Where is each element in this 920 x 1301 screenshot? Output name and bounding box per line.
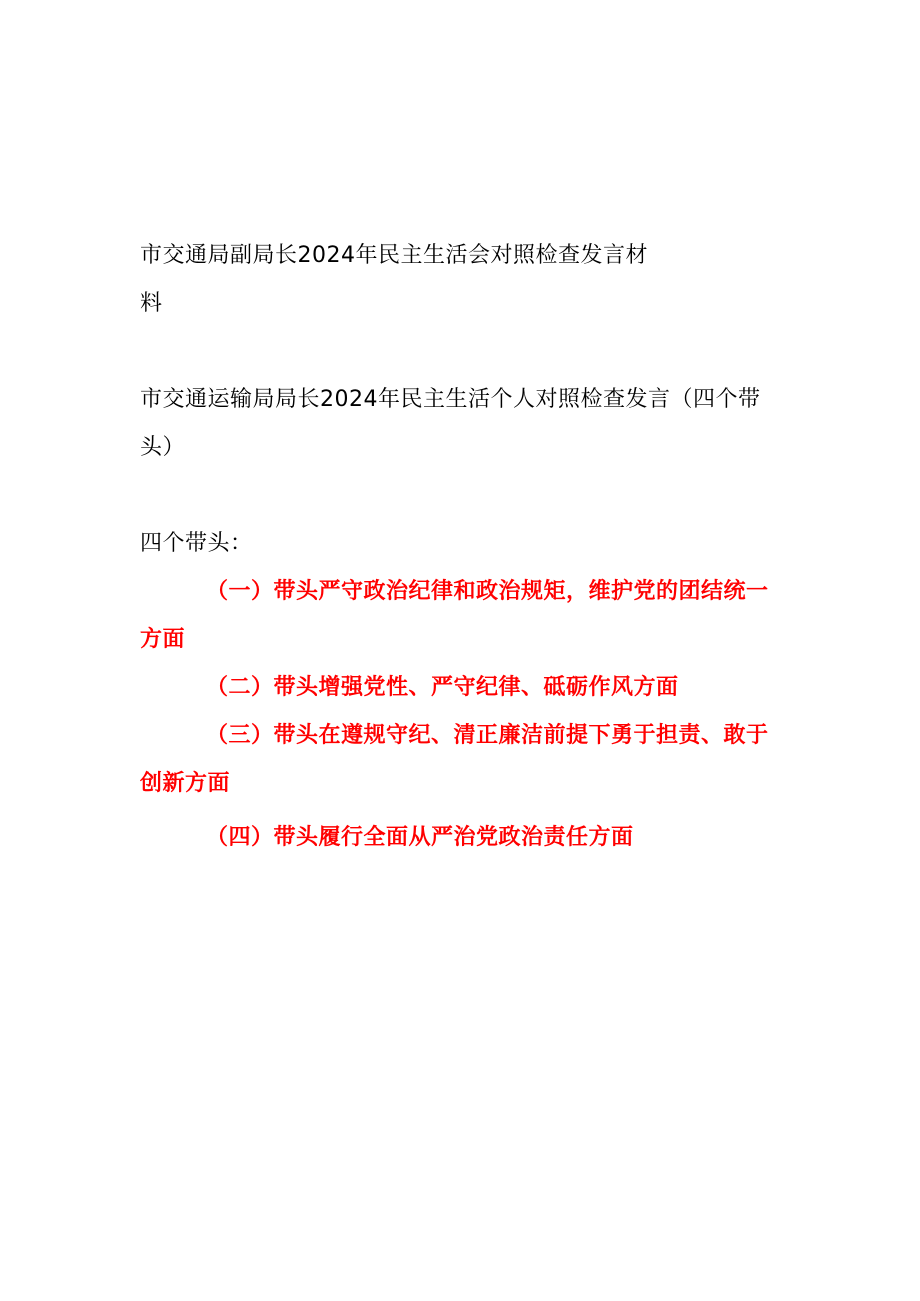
list-item: （一）带头严守政治纪律和政治规矩，维护党的团结统一方面 [140, 579, 769, 652]
list-item: （三）带头在遵规守纪、清正廉洁前提下勇于担责、敢于创新方面 [140, 723, 769, 796]
list-item: （二）带头增强党性、严守纪律、砥砺作风方面 [206, 675, 679, 700]
document-title-2: 市交通运输局局长2024年民主生活个人对照检查发言（四个带头） [140, 387, 761, 460]
section-heading: 四个带头： [140, 531, 253, 556]
list-item: （四）带头履行全面从严治党政治责任方面 [206, 825, 634, 850]
document-title-1: 市交通局副局长2024年民主生活会对照检查发言材料 [140, 243, 648, 316]
